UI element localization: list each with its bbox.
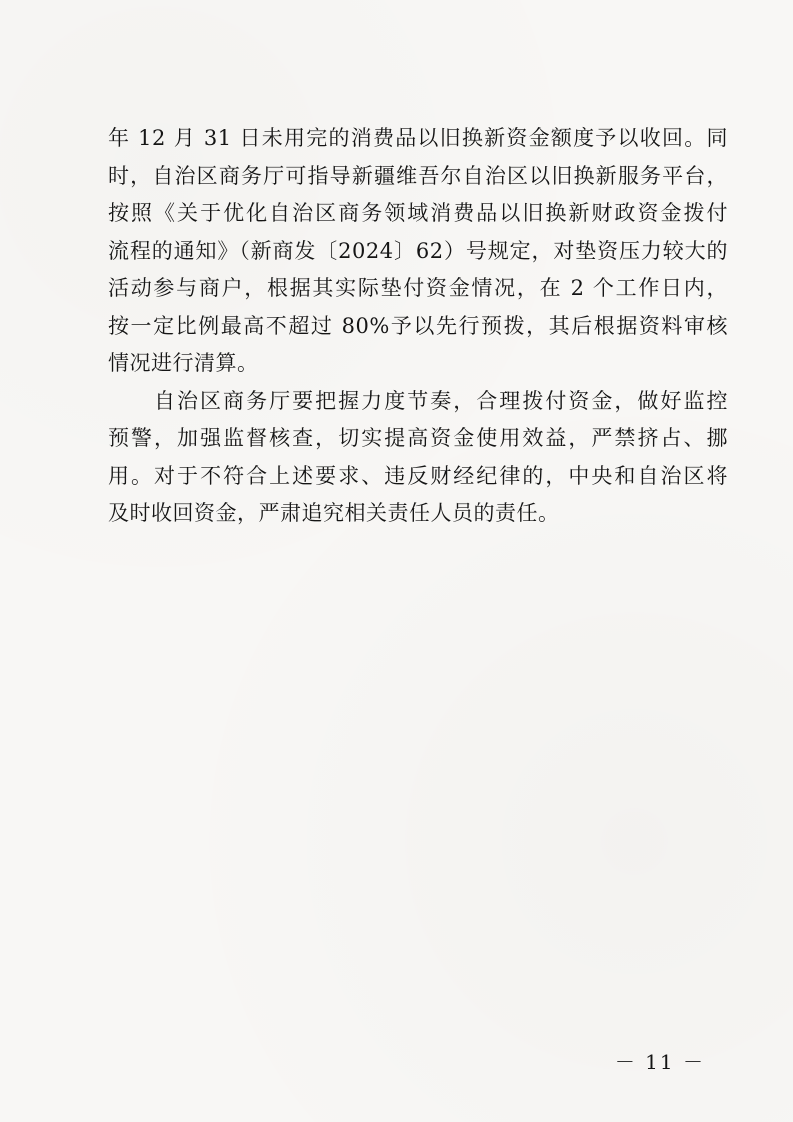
page-number: － 11 －: [614, 1050, 705, 1074]
text-line: 活动参与商户，根据其实际垫付资金情况，在 2 个工作日内，: [108, 276, 728, 300]
document-body: [108, 120, 728, 533]
paragraph-2: [108, 383, 728, 533]
text-line: 年 12 月 31 日未用完的消费品以旧换新资金额度予以收回。同: [108, 126, 728, 150]
text-line: 自治区商务厅要把握力度节奏，合理拨付资金，做好监控: [154, 388, 728, 413]
text-line: 按照《关于优化自治区商务领域消费品以旧换新财政资金拨付: [108, 201, 728, 225]
text-line: 情况进行清算。: [108, 351, 259, 375]
text-line: 时，自治区商务厅可指导新疆维吾尔自治区以旧换新服务平台，: [108, 163, 728, 188]
text-line: 预警，加强监督核查，切实提高资金使用效益，严禁挤占、挪: [108, 426, 728, 450]
text-line: 及时收回资金，严肃追究相关责任人员的责任。: [108, 501, 560, 525]
text-line: 按一定比例最高不超过 80%予以先行预拨，其后根据资料审核: [108, 313, 728, 338]
paragraph-1: [108, 120, 728, 383]
text-line: 用。对于不符合上述要求、违反财经纪律的，中央和自治区将: [108, 463, 728, 488]
text-line: 流程的通知》（新商发〔2024〕62）号规定，对垫资压力较大的: [108, 238, 728, 263]
